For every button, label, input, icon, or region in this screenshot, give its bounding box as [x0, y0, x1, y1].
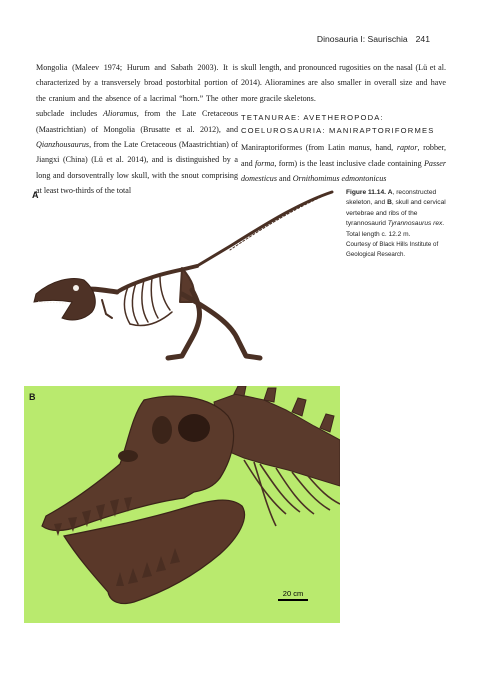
left-paragraph: Mongolia (Maleev 1974; Hurum and Sabath 2003). It is characterized by a transversely broad postorbital portion of the cranium and the absence of a lacrimal “horn.” The other subclade includes Alioramus, from the Late Cretaceous (Maastrichtian) of Mongolia (Brusatte et al. 2012), and Qianzhousaurus, from the Late Cretaceous (Maastrichtian) of Jiangxi (China) (Lü et al. 2014), and is distinguished by a long and dorsoventrally low skull, with the snout comprising at least two-thirds of the total: [36, 63, 238, 196]
panel-b-label: B: [29, 392, 36, 402]
scale-bar-line: [278, 599, 308, 601]
right-paragraph-2: Maniraptoriformes (from Latin manus, hand, raptor, robber, and forma, form) is the least inclusive clade containing Passer domesticus and Ornithomimus edmontonicus: [241, 143, 447, 184]
running-head-title: Dinosauria I: Saurischia: [316, 34, 408, 44]
trex-skull-image: [24, 386, 340, 623]
section-heading: [241, 111, 446, 137]
running-head: [317, 34, 430, 44]
right-paragraph-1: skull length, and pronounced rugosities on the nasal (Lü et al. 2014). Alioramines are also smaller in overall size and have more gracile skeletons.: [241, 63, 446, 103]
caption-title: Figure 11.14.: [346, 189, 386, 196]
caption-credit: Courtesy of Black Hills Institute of Geological Research.: [346, 241, 439, 259]
scale-bar: [275, 589, 311, 601]
panel-a-label: A: [32, 190, 39, 200]
right-column: [241, 60, 446, 186]
caption-text: A, reconstructed skeleton, and B, skull and cervical vertebrae and ribs of the tyrannosaurid Tyrannosaurus rex. Total length c. 12.2 m.: [346, 189, 446, 238]
section-heading-line-1: TETANURAE: AVETHEROPODA:: [241, 113, 384, 123]
figure-panel-b: [24, 386, 340, 623]
figure-caption: [346, 188, 456, 261]
left-column: [36, 60, 238, 199]
trex-skeleton-image: [32, 190, 342, 362]
figure-panel-a: [32, 190, 342, 362]
scale-bar-label: 20 cm: [282, 589, 304, 598]
section-heading-line-2: COELUROSAURIA: MANIRAPTORIFORMES: [241, 126, 435, 136]
page-number: 241: [415, 34, 430, 44]
